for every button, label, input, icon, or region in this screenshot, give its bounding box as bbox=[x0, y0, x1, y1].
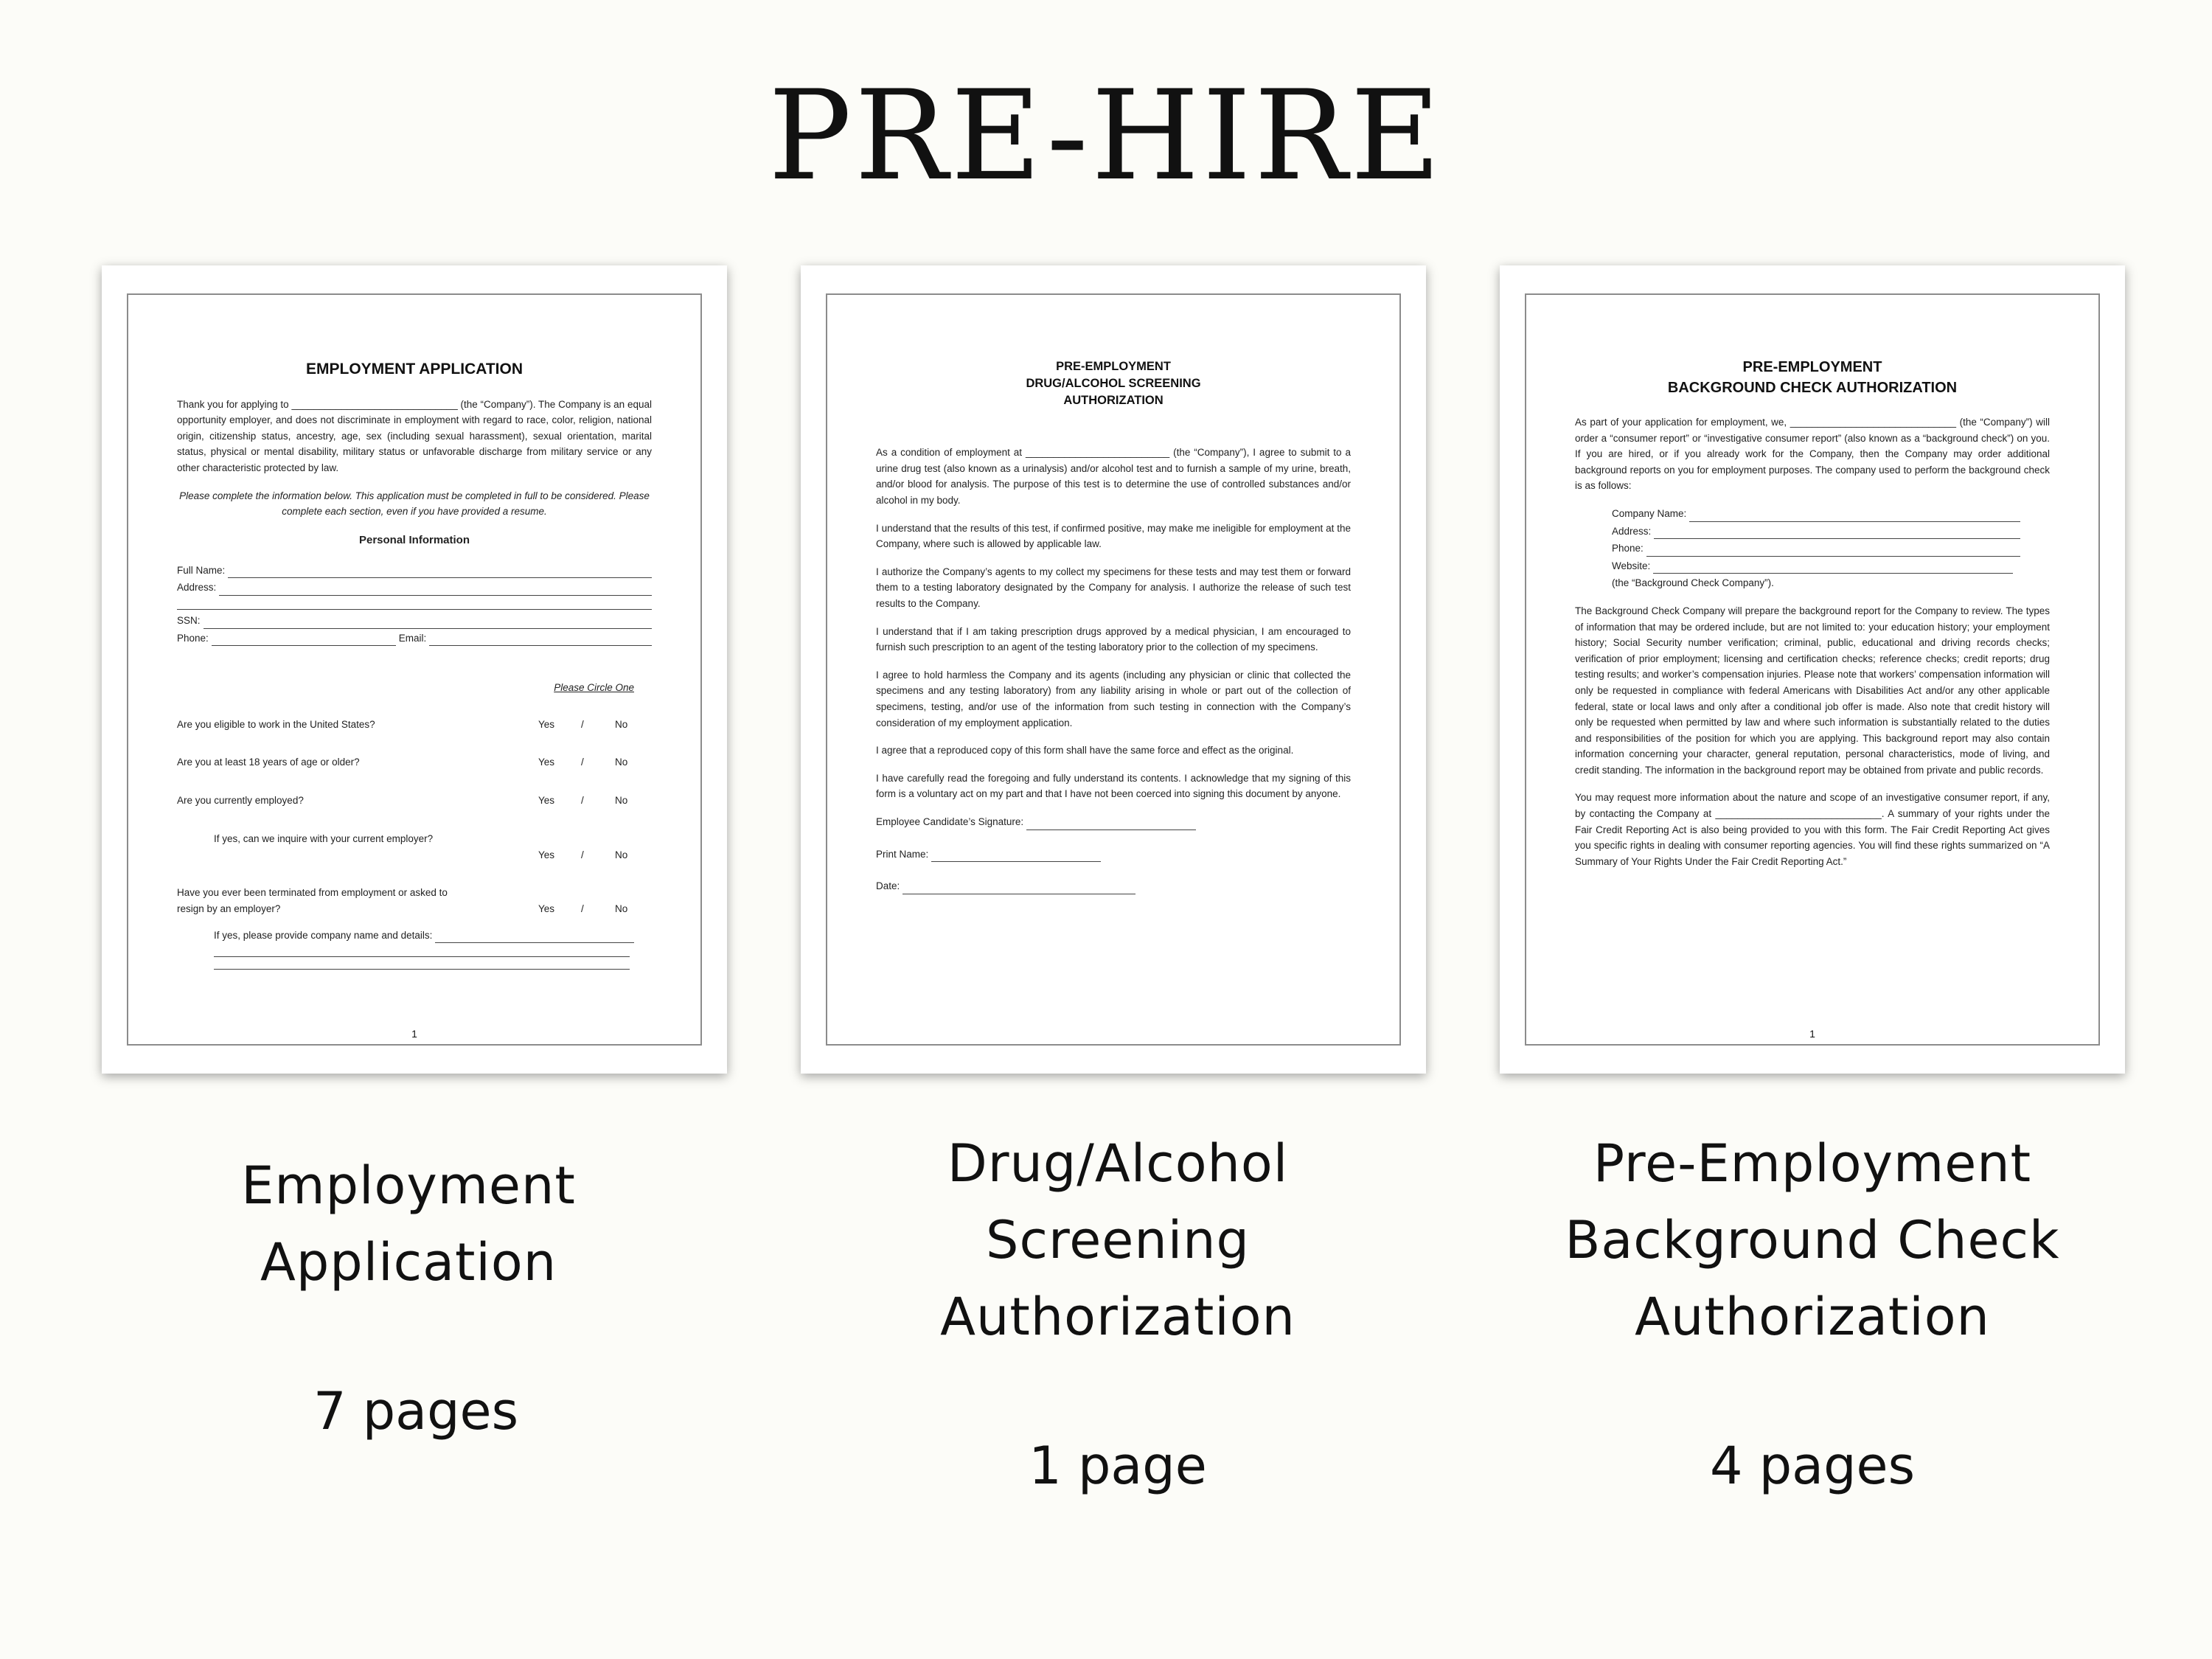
ssn-field: SSN: bbox=[177, 613, 652, 629]
intro-paragraph: As part of your application for employment, we, ______________________________ (the “Company”) will order a “consumer report” or “investigative consumer report” (also known as a “background check”) on you. If you are hired, or if you already work for the Company, then the Company may order additional background reports on you for employment purposes. The company used to perform the background check is as follows: bbox=[1575, 417, 2050, 492]
body-paragraph: I agree to hold harmless the Company and its agents (including any physician or clinic that collected the specimens and any testing laboratory) from any liability arising in whole or part out of the collection of specimens, testing, and/or use of the information from such testing in connection with the Company’s consideration of my employment application. bbox=[876, 669, 1351, 728]
instructions-text: Please complete the information below. This application must be completed in full to be considered. Please complete each section, even if you have provided a resume. bbox=[179, 490, 650, 518]
company-phone-field: Phone: bbox=[1612, 540, 2020, 557]
details-line bbox=[214, 945, 630, 957]
phone-email-field: Phone: Email: bbox=[177, 630, 652, 647]
body-paragraph: I authorize the Company’s agents to my collect my specimens for these tests and may test them or forward them to a testing laboratory designated by the Company for analysis. I authorize the release of such test results to the Company. bbox=[876, 566, 1351, 610]
body-paragraph: I understand that if I am taking prescription drugs approved by a medical physician, I am encouraged to furnish such prescription to an agent of the testing laboratory prior to the collection of my specimens. bbox=[876, 625, 1351, 653]
document-border bbox=[826, 293, 1401, 1046]
label-employment-application: Employment Application bbox=[241, 1155, 576, 1293]
page-count-employment-application: 7 pages bbox=[313, 1381, 519, 1441]
rights-paragraph: You may request more information about the nature and scope of an investigative consumer report, if any, by contacting the Company at ______________________________. A summary of your rights under the Fair Credit Reporting Act is also being provided to you with this form. The Fair Credit Reporting Act gives you specific rights in dealing with consumer reporting agencies. You will find these rights summarized on “A Summary of Your Rights Under the Fair Credit Reporting Act.” bbox=[1575, 792, 2050, 867]
page-count-background-check: 4 pages bbox=[1709, 1436, 1916, 1496]
signature-field: Employee Candidate’s Signature: bbox=[876, 814, 1351, 830]
page-count-drug-alcohol-screening: 1 page bbox=[1029, 1436, 1207, 1496]
page-number: 1 bbox=[1809, 1028, 1815, 1040]
company-info-block bbox=[1575, 506, 2050, 591]
section-heading: Personal Information bbox=[358, 533, 470, 546]
document-title: PRE-EMPLOYMENT DRUG/ALCOHOL SCREENING AUTHORIZATION bbox=[1026, 360, 1201, 408]
background-check-preview bbox=[1500, 265, 2125, 1074]
address-line-2 bbox=[177, 597, 652, 610]
details-line bbox=[214, 957, 630, 970]
question-row: Are you eligible to work in the United States? Yes / No bbox=[177, 718, 628, 730]
page-number: 1 bbox=[411, 1028, 417, 1040]
employment-application-preview bbox=[102, 265, 727, 1074]
body-paragraph: I have carefully read the foregoing and fully understand its contents. I acknowledge that my signing of this form is a voluntary act on my part and that I have not been coerced into signing this document by anyone. bbox=[876, 772, 1351, 800]
label-background-check: Pre-Employment Background Check Authorization bbox=[1565, 1133, 2060, 1347]
document-border bbox=[127, 293, 702, 1046]
body-paragraph: I agree that a reproduced copy of this form shall have the same force and effect as the original. bbox=[876, 745, 1294, 757]
label-drug-alcohol-screening: Drug/Alcohol Screening Authorization bbox=[940, 1133, 1295, 1347]
document-border bbox=[1525, 293, 2100, 1046]
drug-alcohol-screening-preview bbox=[801, 265, 1426, 1074]
body-paragraph: The Background Check Company will prepare the background report for the Company to review. The types of information that may be ordered include, but are not limited to: your education history; your employment history; Social Security number verification; criminal, public, educational and driving records checks; verification of prior employment; licensing and certification checks; reference checks; credit reports; drug testing results; and worker’s compensation injuries. Please note that workers’ compensation information will only be requested in compliance with federal Americans with Disabilities Act and/or any other applicable federal, state or local laws and only after a conditional job offer is made. Also note that credit history will only be requested when permitted by law and where such information is substantially related to the duties and responsibilities of the position for which you are applying. This background report may also contain information concerning your character, general reputation, personal characteristics, mode of living, and credit standing. The information in the background report may be obtained from private and public records. bbox=[1575, 605, 2050, 776]
body-paragraph: I understand that the results of this test, if confirmed positive, may make me ineligible for employment at the Company, where such is allowed by applicable law. bbox=[876, 522, 1351, 550]
company-note: (the “Background Check Company”). bbox=[1612, 577, 1774, 589]
document-title: EMPLOYMENT APPLICATION bbox=[306, 361, 523, 378]
page-title: PRE-HIRE bbox=[768, 63, 1444, 208]
document-title: PRE-EMPLOYMENT BACKGROUND CHECK AUTHORIZATION bbox=[1667, 359, 1958, 396]
address-field: Address: bbox=[177, 580, 652, 596]
company-website-field: Website: bbox=[1612, 558, 2013, 574]
full-name-field: Full Name: bbox=[177, 563, 652, 579]
date-field: Date: bbox=[876, 878, 1351, 894]
circle-one-heading: Please Circle One bbox=[554, 682, 634, 694]
details-field: If yes, please provide company name and details: bbox=[177, 928, 652, 944]
intro-paragraph: Thank you for applying to ______________________________ (the “Company”). The Company is an equal opportunity employer, and does not discriminate in employment with regard to race, color, religion, national origin, citizenship status, ancestry, age, sex (including sexual harassment), sexual orientation, marital status, physical or mental disability, military status or unfavorable discharge from military service or any other characteristic protected by law. bbox=[177, 398, 652, 473]
question-row: If yes, can we inquire with your current employer? Yes / No bbox=[214, 832, 628, 860]
question-row: Have you ever been terminated from employment or asked to resign by an employer? Yes / No bbox=[177, 887, 628, 915]
question-row: Are you at least 18 years of age or older? Yes / No bbox=[177, 757, 628, 768]
print-name-field: Print Name: bbox=[876, 846, 1351, 863]
question-row: Are you currently employed? Yes / No bbox=[177, 794, 628, 806]
company-address-field: Address: bbox=[1612, 524, 2020, 540]
company-name-field: Company Name: bbox=[1612, 506, 2020, 522]
body-paragraph: As a condition of employment at __________________________ (the “Company”), I agree to submit to a urine drug test (also known as a urinalysis) and/or alcohol test and to furnish a sample of my urine, breath, and/or blood for analysis. The purpose of this test is to determine the use of controlled substances and/or alcohol in my body. bbox=[876, 447, 1351, 507]
